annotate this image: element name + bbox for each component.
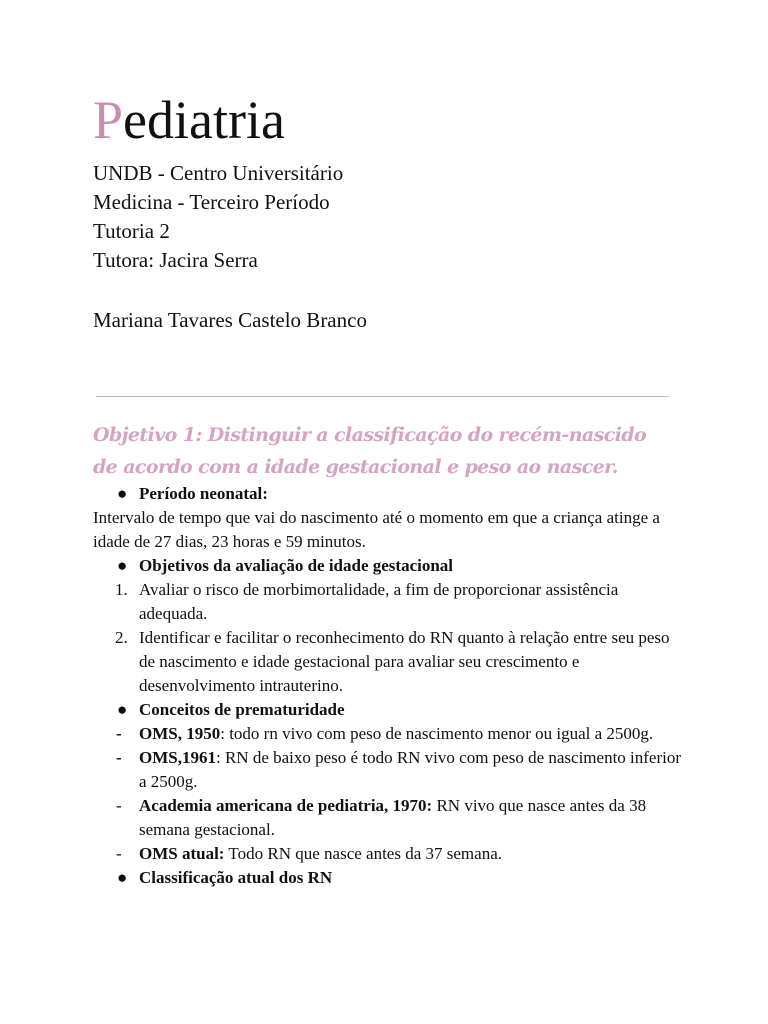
concept-term: OMS, 1950 (139, 724, 221, 743)
dash-marker: - (116, 748, 122, 767)
list-item (93, 554, 683, 578)
section-heading-classificacao: Classificação atual dos RN (139, 868, 333, 887)
dash-marker: - (116, 724, 122, 743)
horizontal-divider (96, 396, 669, 397)
list-item (93, 698, 683, 722)
concept-text: Todo RN que nasce antes da 37 semana. (224, 844, 502, 863)
concept-term: Academia americana de pediatria, 1970: (139, 796, 433, 815)
list-item (93, 842, 683, 866)
title-rest: ediatria (123, 90, 285, 150)
concept-term: OMS,1961 (139, 748, 216, 767)
bullet-icon: ● (117, 700, 128, 719)
list-item (93, 866, 683, 890)
section-heading-objetivos: Objetivos da avaliação de idade gestacional (139, 556, 454, 575)
info-line-course: Medicina - Terceiro Período (93, 190, 330, 214)
document-body (93, 482, 683, 890)
info-line-tutoria: Tutoria 2 (93, 219, 170, 243)
author-name: Mariana Tavares Castelo Branco (93, 308, 367, 332)
document-title (93, 86, 285, 154)
title-first-letter: P (93, 90, 124, 150)
list-item (93, 578, 683, 626)
info-line-tutora: Tutora: Jacira Serra (93, 248, 258, 272)
list-item (93, 482, 683, 506)
dash-marker: - (116, 844, 122, 863)
paragraph-periodo: Intervalo de tempo que vai do nascimento até o momento em que a criança atinge a idade de 27 dias, 23 horas e 59 minutos. (93, 508, 660, 551)
bullet-icon: ● (117, 484, 128, 503)
objective-heading: Objetivo 1: Distinguir a classificação do recém-nascido de acordo com a idade gestacional e peso ao nascer. (93, 424, 647, 478)
concept-text: : RN de baixo peso é todo RN vivo com peso de nascimento inferior a 2500g. (139, 748, 682, 791)
section-heading-conceitos: Conceitos de prematuridade (139, 700, 345, 719)
list-item-text: Identificar e facilitar o reconhecimento do RN quanto à relação entre seu peso de nascimento e idade gestacional para avaliar seu crescimento e desenvolvimento intrauterino. (139, 628, 670, 695)
list-item-text: Avaliar o risco de morbimortalidade, a fim de proporcionar assistência adequada. (139, 580, 619, 623)
list-item (93, 626, 683, 698)
list-item (93, 794, 683, 842)
bullet-icon: ● (117, 868, 128, 887)
dash-marker: - (116, 796, 122, 815)
list-item (93, 746, 683, 794)
header-info (93, 159, 343, 275)
list-item (93, 722, 683, 746)
info-line-institution: UNDB - Centro Universitário (93, 161, 344, 185)
concept-text: RN vivo que nasce antes da 38 semana gestacional. (139, 796, 647, 839)
concept-text: : todo rn vivo com peso de nascimento menor ou igual a 2500g. (220, 724, 654, 743)
list-number: 2. (115, 628, 128, 647)
section-heading-periodo: Período neonatal: (139, 484, 268, 503)
bullet-icon: ● (117, 556, 128, 575)
list-number: 1. (115, 580, 128, 599)
concept-term: OMS atual: (139, 844, 225, 863)
